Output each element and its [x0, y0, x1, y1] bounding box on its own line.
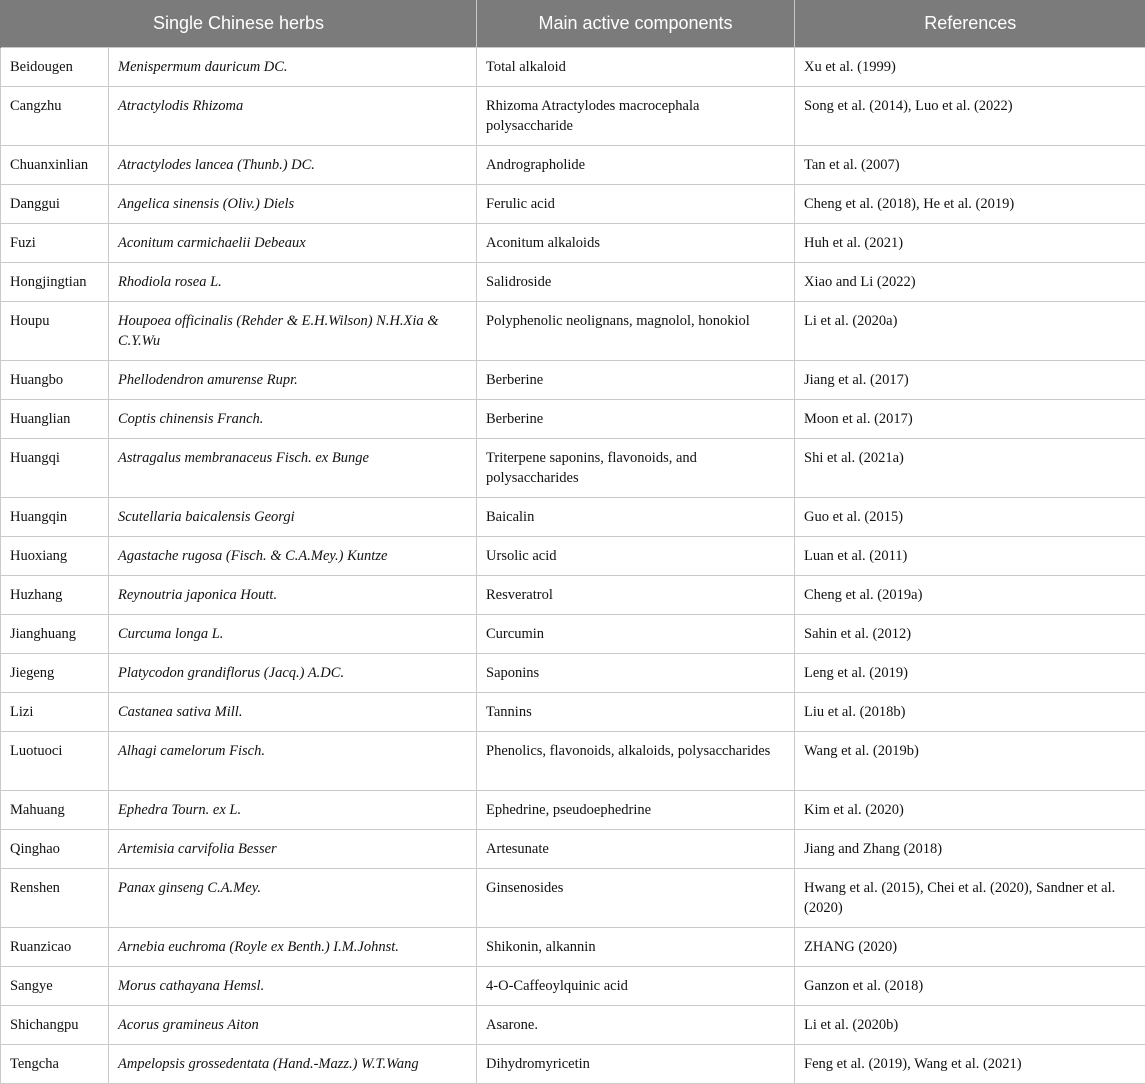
scientific-name-cell: Aconitum carmichaelii Debeaux: [109, 224, 477, 263]
scientific-name-cell: Ampelopsis grossedentata (Hand.-Mazz.) W.T.Wang: [109, 1045, 477, 1084]
table-header: [1, 0, 1145, 48]
table-row: [1, 400, 1145, 439]
herb-name-cell: Shichangpu: [1, 1006, 109, 1045]
header-main-active-components: Main active components: [477, 0, 795, 48]
components-cell: Total alkaloid: [477, 48, 795, 87]
references-cell: Guo et al. (2015): [795, 498, 1145, 537]
table-row: [1, 263, 1145, 302]
herb-name-cell: Luotuoci: [1, 732, 109, 791]
scientific-name-cell: Phellodendron amurense Rupr.: [109, 361, 477, 400]
herb-name-cell: Huangqi: [1, 439, 109, 498]
components-cell: Ferulic acid: [477, 185, 795, 224]
components-cell: Phenolics, flavonoids, alkaloids, polysaccharides: [477, 732, 795, 791]
references-cell: Wang et al. (2019b): [795, 732, 1145, 791]
table-row: [1, 791, 1145, 830]
components-cell: Artesunate: [477, 830, 795, 869]
components-cell: Salidroside: [477, 263, 795, 302]
table-row: [1, 439, 1145, 498]
components-cell: Berberine: [477, 361, 795, 400]
components-cell: Ginsenosides: [477, 869, 795, 928]
table-row: [1, 302, 1145, 361]
herb-name-cell: Fuzi: [1, 224, 109, 263]
references-cell: Cheng et al. (2018), He et al. (2019): [795, 185, 1145, 224]
components-cell: Dihydromyricetin: [477, 1045, 795, 1084]
herb-name-cell: Huangqin: [1, 498, 109, 537]
herb-name-cell: Jiegeng: [1, 654, 109, 693]
scientific-name-cell: Astragalus membranaceus Fisch. ex Bunge: [109, 439, 477, 498]
scientific-name-cell: Panax ginseng C.A.Mey.: [109, 869, 477, 928]
table-row: [1, 576, 1145, 615]
header-references: References: [795, 0, 1145, 48]
herb-name-cell: Renshen: [1, 869, 109, 928]
herb-name-cell: Cangzhu: [1, 87, 109, 146]
components-cell: Triterpene saponins, flavonoids, and polysaccharides: [477, 439, 795, 498]
scientific-name-cell: Reynoutria japonica Houtt.: [109, 576, 477, 615]
herb-name-cell: Huanglian: [1, 400, 109, 439]
table-row: [1, 498, 1145, 537]
herb-name-cell: Houpu: [1, 302, 109, 361]
references-cell: Kim et al. (2020): [795, 791, 1145, 830]
components-cell: Shikonin, alkannin: [477, 928, 795, 967]
scientific-name-cell: Rhodiola rosea L.: [109, 263, 477, 302]
herb-name-cell: Chuanxinlian: [1, 146, 109, 185]
components-cell: Resveratrol: [477, 576, 795, 615]
table-row: [1, 1006, 1145, 1045]
table-row: [1, 732, 1145, 791]
table-row: [1, 869, 1145, 928]
scientific-name-cell: Coptis chinensis Franch.: [109, 400, 477, 439]
table-row: [1, 224, 1145, 263]
references-cell: Huh et al. (2021): [795, 224, 1145, 263]
herb-name-cell: Jianghuang: [1, 615, 109, 654]
header-row: [1, 0, 1145, 48]
references-cell: Liu et al. (2018b): [795, 693, 1145, 732]
scientific-name-cell: Castanea sativa Mill.: [109, 693, 477, 732]
table-row: [1, 185, 1145, 224]
header-single-chinese-herbs: Single Chinese herbs: [1, 0, 477, 48]
table-row: [1, 693, 1145, 732]
herb-name-cell: Huoxiang: [1, 537, 109, 576]
herb-name-cell: Tengcha: [1, 1045, 109, 1084]
components-cell: Berberine: [477, 400, 795, 439]
scientific-name-cell: Agastache rugosa (Fisch. & C.A.Mey.) Kuntze: [109, 537, 477, 576]
scientific-name-cell: Scutellaria baicalensis Georgi: [109, 498, 477, 537]
herb-name-cell: Danggui: [1, 185, 109, 224]
table-row: [1, 146, 1145, 185]
table-body: [1, 48, 1145, 1084]
table-row: [1, 615, 1145, 654]
components-cell: Rhizoma Atractylodes macrocephala polysaccharide: [477, 87, 795, 146]
herb-name-cell: Sangye: [1, 967, 109, 1006]
scientific-name-cell: Menispermum dauricum DC.: [109, 48, 477, 87]
components-cell: Tannins: [477, 693, 795, 732]
table-row: [1, 48, 1145, 87]
table-row: [1, 967, 1145, 1006]
references-cell: ZHANG (2020): [795, 928, 1145, 967]
table-row: [1, 87, 1145, 146]
scientific-name-cell: Atractylodes lancea (Thunb.) DC.: [109, 146, 477, 185]
scientific-name-cell: Acorus gramineus Aiton: [109, 1006, 477, 1045]
scientific-name-cell: Atractylodis Rhizoma: [109, 87, 477, 146]
references-cell: Xu et al. (1999): [795, 48, 1145, 87]
references-cell: Xiao and Li (2022): [795, 263, 1145, 302]
components-cell: Ursolic acid: [477, 537, 795, 576]
table-row: [1, 361, 1145, 400]
components-cell: Andrographolide: [477, 146, 795, 185]
scientific-name-cell: Arnebia euchroma (Royle ex Benth.) I.M.Johnst.: [109, 928, 477, 967]
scientific-name-cell: Houpoea officinalis (Rehder & E.H.Wilson) N.H.Xia & C.Y.Wu: [109, 302, 477, 361]
herb-name-cell: Ruanzicao: [1, 928, 109, 967]
table-row: [1, 1045, 1145, 1084]
scientific-name-cell: Ephedra Tourn. ex L.: [109, 791, 477, 830]
scientific-name-cell: Artemisia carvifolia Besser: [109, 830, 477, 869]
references-cell: Hwang et al. (2015), Chei et al. (2020), Sandner et al. (2020): [795, 869, 1145, 928]
references-cell: Moon et al. (2017): [795, 400, 1145, 439]
references-cell: Ganzon et al. (2018): [795, 967, 1145, 1006]
references-cell: Feng et al. (2019), Wang et al. (2021): [795, 1045, 1145, 1084]
references-cell: Luan et al. (2011): [795, 537, 1145, 576]
scientific-name-cell: Curcuma longa L.: [109, 615, 477, 654]
references-cell: Jiang and Zhang (2018): [795, 830, 1145, 869]
components-cell: Curcumin: [477, 615, 795, 654]
components-cell: Asarone.: [477, 1006, 795, 1045]
components-cell: Aconitum alkaloids: [477, 224, 795, 263]
references-cell: Sahin et al. (2012): [795, 615, 1145, 654]
references-cell: Song et al. (2014), Luo et al. (2022): [795, 87, 1145, 146]
scientific-name-cell: Angelica sinensis (Oliv.) Diels: [109, 185, 477, 224]
references-cell: Li et al. (2020a): [795, 302, 1145, 361]
references-cell: Tan et al. (2007): [795, 146, 1145, 185]
scientific-name-cell: Platycodon grandiflorus (Jacq.) A.DC.: [109, 654, 477, 693]
scientific-name-cell: Alhagi camelorum Fisch.: [109, 732, 477, 791]
references-cell: Jiang et al. (2017): [795, 361, 1145, 400]
herb-name-cell: Hongjingtian: [1, 263, 109, 302]
references-cell: Shi et al. (2021a): [795, 439, 1145, 498]
table-row: [1, 654, 1145, 693]
components-cell: Baicalin: [477, 498, 795, 537]
herb-name-cell: Huangbo: [1, 361, 109, 400]
components-cell: Saponins: [477, 654, 795, 693]
table-row: [1, 830, 1145, 869]
components-cell: Polyphenolic neolignans, magnolol, honokiol: [477, 302, 795, 361]
table-row: [1, 537, 1145, 576]
herb-name-cell: Qinghao: [1, 830, 109, 869]
herb-name-cell: Huzhang: [1, 576, 109, 615]
references-cell: Leng et al. (2019): [795, 654, 1145, 693]
references-cell: Cheng et al. (2019a): [795, 576, 1145, 615]
components-cell: Ephedrine, pseudoephedrine: [477, 791, 795, 830]
herb-name-cell: Beidougen: [1, 48, 109, 87]
references-cell: Li et al. (2020b): [795, 1006, 1145, 1045]
herb-name-cell: Mahuang: [1, 791, 109, 830]
herb-name-cell: Lizi: [1, 693, 109, 732]
scientific-name-cell: Morus cathayana Hemsl.: [109, 967, 477, 1006]
components-cell: 4-O-Caffeoylquinic acid: [477, 967, 795, 1006]
table-row: [1, 928, 1145, 967]
